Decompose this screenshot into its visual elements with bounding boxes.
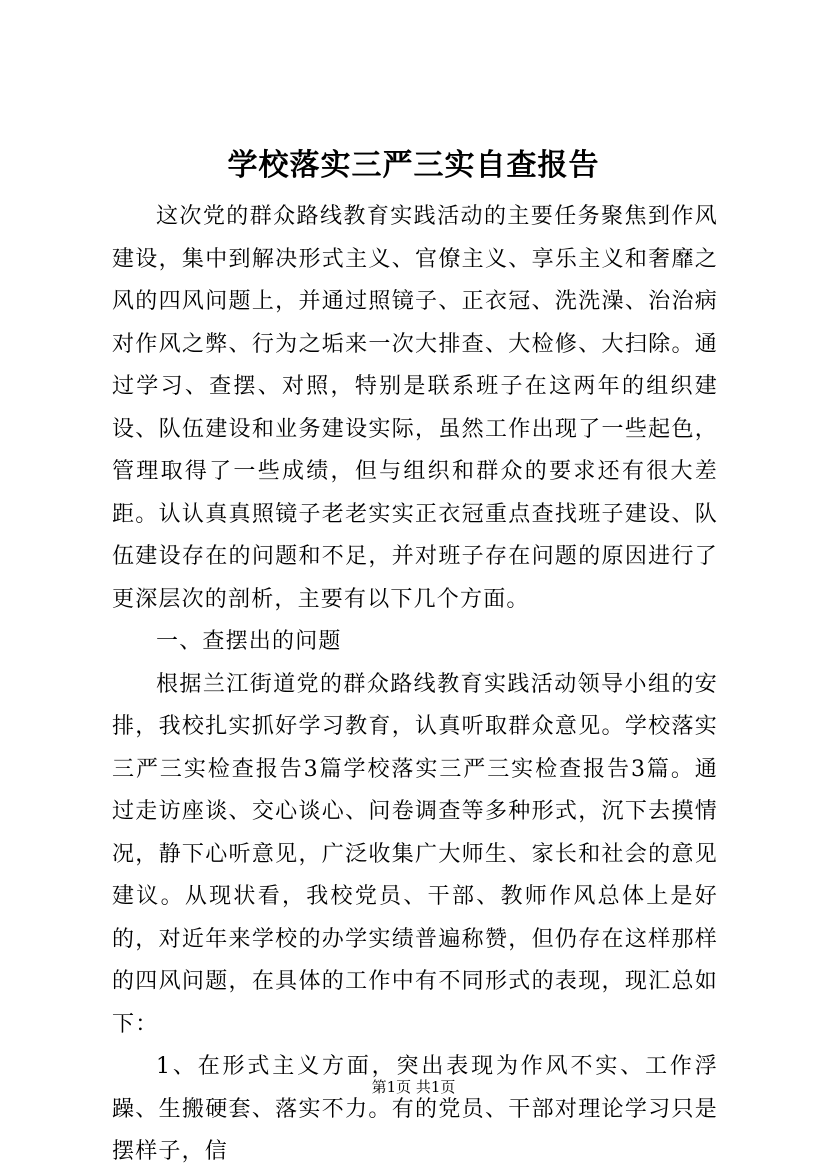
paragraph-investigation: 根据兰江街道党的群众路线教育实践活动领导小组的安排，我校扎实抓好学习教育，认真听取群众意见。学校落实三严三实检查报告3篇学校落实三严三实检查报告3篇。通过走访座谈、交心谈心、问卷调查等多种形式，沉下去摸情况，静下心听意见，广泛收集广大师生、家长和社会的意见建议。从现状看，我校党员、干部、教师作风总体上是好的，对近年来学校的办学实绩普遍称赞，但仍存在这样那样的四风问题，在具体的工作中有不同形式的表现，现汇总如下： [112, 671, 718, 1037]
document-title: 学校落实三严三实自查报告 [227, 148, 600, 183]
document-body [112, 196, 718, 1174]
page-footer: 第1页 共1页 [371, 1078, 456, 1096]
section-heading-problems: 一、查摆出的问题 [156, 629, 342, 654]
paragraph-formalism: 1、在形式主义方面，突出表现为作风不实、工作浮躁、生搬硬套、落实不力。有的党员、干部对理论学习只是摆样子，信 [112, 1054, 718, 1164]
paragraph-intro: 这次党的群众路线教育实践活动的主要任务聚焦到作风建设，集中到解决形式主义、官僚主义、享乐主义和奢靡之风的四风问题上，并通过照镜子、正衣冠、洗洗澡、治治病对作风之弊、行为之垢来一次大排查、大检修、大扫除。通过学习、查摆、对照，特别是联系班子在这两年的组织建设、队伍建设和业务建设实际，虽然工作出现了一些起色，管理取得了一些成绩，但与组织和群众的要求还有很大差距。认认真真照镜子老老实实正衣冠重点查找班子建设、队伍建设存在的问题和不足，并对班子存在问题的原因进行了更深层次的剖析，主要有以下几个方面。 [112, 204, 718, 612]
